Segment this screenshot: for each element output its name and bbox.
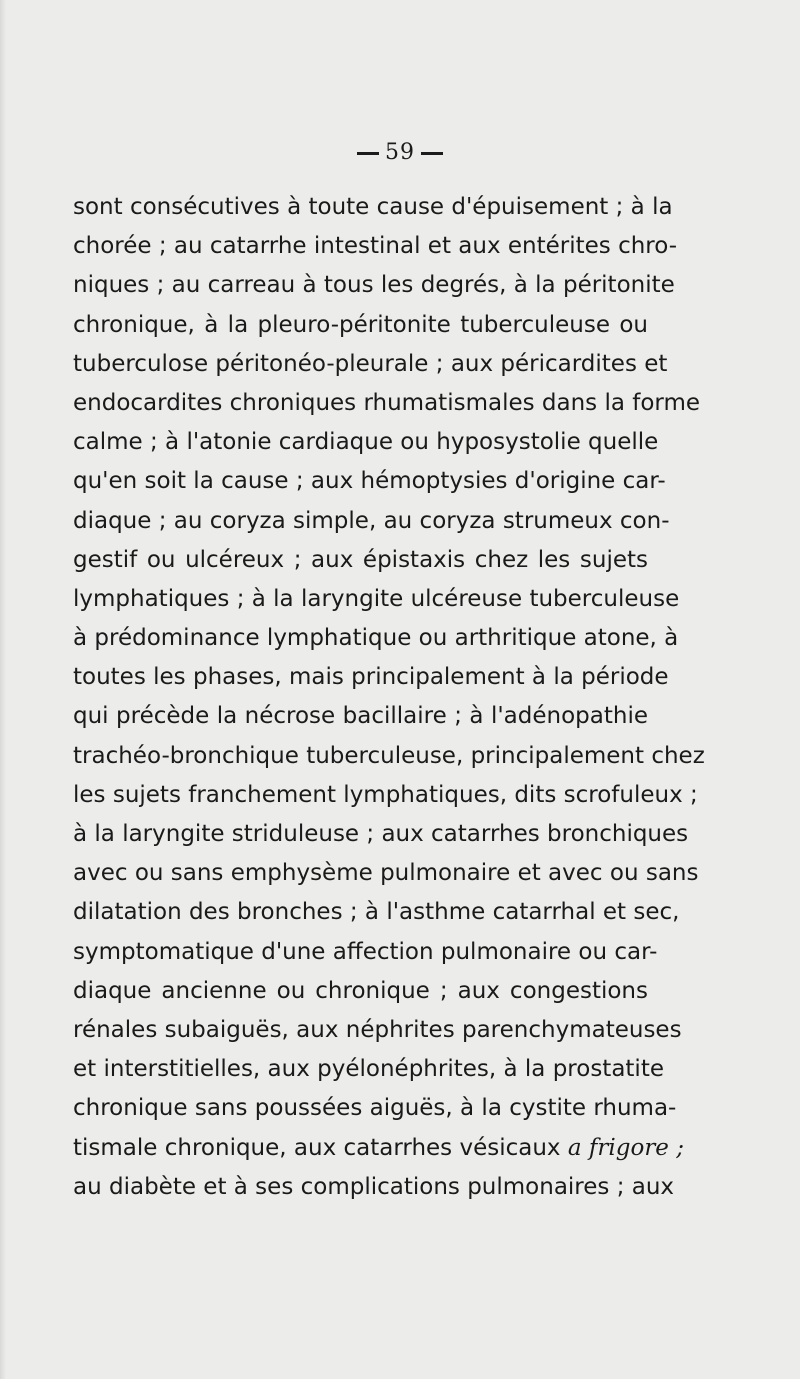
header-dash-right [421, 152, 443, 155]
text-line-with-italic [73, 1129, 684, 1168]
text-line: sont consécutives à toute cause d'épuisement ; à la [73, 194, 673, 220]
text-line: les sujets franchement lymphatiques, dits scrofuleux ; [73, 781, 698, 808]
body-text [73, 188, 705, 1207]
text-line: dilatation des bronches ; à l'asthme catarrhal et sec, [73, 899, 680, 926]
text-line: diaque ; au coryza simple, au coryza strumeux con- [73, 507, 670, 534]
text-line: lymphatiques ; à la laryngite ulcéreuse tuberculeuse [73, 585, 680, 612]
page-header [0, 140, 800, 165]
text-line: trachéo-bronchique tuberculeuse, principalement chez [73, 742, 705, 769]
italic-phrase: a frigore ; [567, 1134, 684, 1161]
page-edge-shadow [0, 0, 6, 1379]
text-line: qui précède la nécrose bacillaire ; à l'adénopathie [73, 703, 648, 730]
text-line: diaque ancienne ou chronique ; aux congestions [73, 977, 648, 1004]
header-dash-left [357, 152, 379, 155]
text-line: tuberculose péritonéo-pleurale ; aux péricardites et [73, 350, 668, 377]
text-line: symptomatique d'une affection pulmonaire ou car- [73, 938, 658, 965]
text-line: toutes les phases, mais principalement à la période [73, 664, 669, 691]
text-line: niques ; au carreau à tous les degrés, à la péritonite [73, 272, 675, 299]
text-line: à la laryngite striduleuse ; aux catarrhes bronchiques [73, 821, 689, 847]
text-line: avec ou sans emphysème pulmonaire et avec ou sans [73, 860, 699, 887]
text-line: à prédominance lymphatique ou arthritique atone, à [73, 625, 679, 652]
text-line: qu'en soit la cause ; aux hémoptysies d'origine car- [73, 468, 666, 495]
text-line: chorée ; au catarrhe intestinal et aux entérites chro- [73, 233, 678, 260]
text-line: au diabète et à ses complications pulmonaires ; aux [73, 1173, 675, 1200]
text-line: gestif ou ulcéreux ; aux épistaxis chez les sujets [73, 546, 648, 573]
text-line: calme ; à l'atonie cardiaque ou hyposystolie quelle [73, 429, 659, 456]
page-number: 59 [385, 140, 415, 165]
text-line: rénales subaiguës, aux néphrites parenchymateuses [73, 1016, 682, 1043]
text-line: et interstitielles, aux pyélonéphrites, à la prostatite [73, 1056, 664, 1083]
text-line-start: tismale chronique, aux catarrhes vésicaux [73, 1134, 561, 1161]
text-line: chronique, à la pleuro-péritonite tuberculeuse ou [73, 311, 648, 338]
text-line: endocardites chroniques rhumatismales dans la forme [73, 389, 701, 416]
text-line: chronique sans poussées aiguës, à la cystite rhuma- [73, 1095, 677, 1122]
